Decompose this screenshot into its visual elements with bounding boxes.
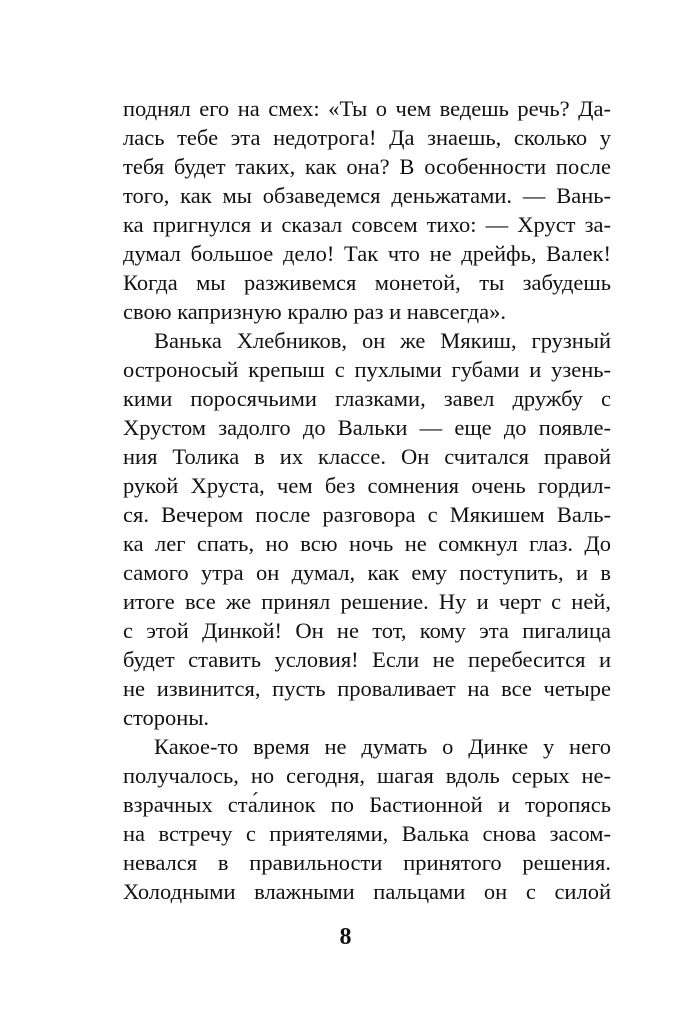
text-line: тебя будет таких, как она? В особенности после (123, 154, 611, 179)
text-line: невался в правильности принятого решения. (123, 850, 611, 875)
text-line: с этой Динкой! Он не тот, кому эта пигалица (123, 618, 611, 643)
text-line: Хрустом задолго до Вальки — еще до появле- (123, 415, 611, 440)
text-line: не извинится, пусть проваливает на все четыре (123, 676, 611, 701)
text-line: итоге все же принял решение. Ну и черт с ней, (123, 589, 611, 614)
text-line: поднял его на смех: «Ты о чем ведешь речь? Да- (123, 96, 611, 121)
text-line: будет ставить условия! Если не перебесится и (123, 647, 611, 672)
text-line: Ванька Хлебников, он же Мякиш, грузный (154, 328, 611, 353)
text-line: Холодными влажными пальцами он с силой (123, 879, 611, 904)
page-number: 8 (339, 924, 352, 950)
text-line: ка пригнулся и сказал совсем тихо: — Хруст за- (123, 212, 611, 237)
text-line: остроносый крепыш с пухлыми губами и узень- (123, 357, 611, 382)
text-line: лась тебе эта недотрога! Да знаешь, сколько у (123, 125, 611, 150)
text-line: ния Толика в их классе. Он считался правой (123, 444, 611, 469)
text-line: того, как мы обзаведемся деньжатами. — Вань- (123, 183, 611, 208)
text-line: на встречу с приятелями, Валька снова засом- (123, 821, 611, 846)
text-line: кими поросячьими глазками, завел дружбу с (123, 386, 611, 411)
body-text (123, 94, 611, 906)
text-line: ка лег спать, но всю ночь не сомкнул глаз. До (123, 531, 611, 556)
text-line: свою капризную кралю раз и навсегда». (123, 299, 506, 324)
text-line: рукой Хруста, чем без сомнения очень гордил- (123, 473, 611, 498)
text-line: Когда мы разживемся монетой, ты забудешь (123, 270, 611, 295)
text-line: взрачных ста́линок по Бастионной и торопясь (123, 792, 611, 817)
text-line: Какое-то время не думать о Динке у него (154, 734, 611, 759)
text-line: стороны. (123, 705, 210, 730)
text-line: думал большое дело! Так что не дрейфь, Валек! (123, 241, 611, 266)
text-line: ся. Вечером после разговора с Мякишем Валь- (123, 502, 611, 527)
text-line: самого утра он думал, как ему поступить, и в (123, 560, 611, 585)
text-line: получалось, но сегодня, шагая вдоль серых не- (123, 763, 611, 788)
